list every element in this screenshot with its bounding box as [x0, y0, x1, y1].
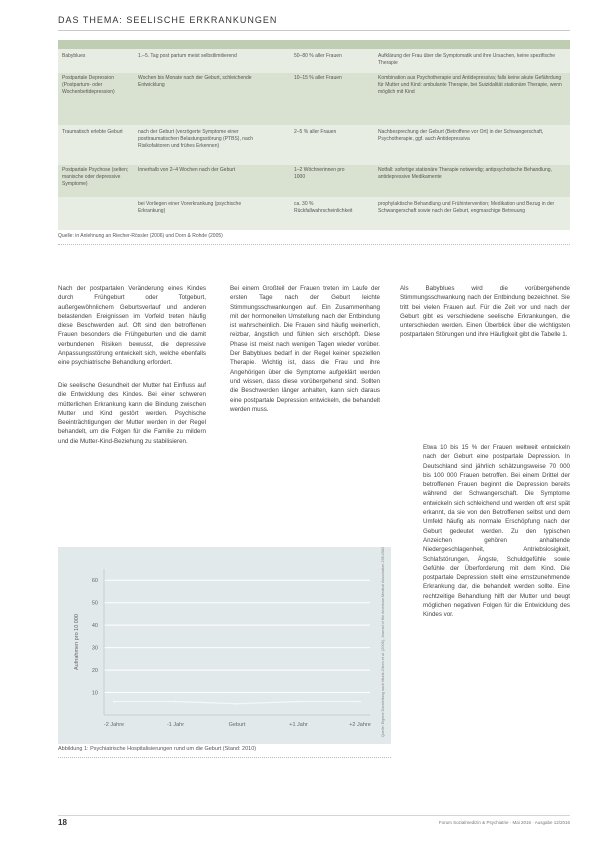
header-rule [58, 30, 570, 31]
x-tick-label: +1 Jahr [289, 722, 308, 728]
table-row [58, 165, 570, 197]
x-tick-label: +2 Jahre [349, 722, 371, 728]
y-tick-label: 50 [91, 600, 98, 607]
table-cell-frequency: 1–2 Wöchnerinnen pro 1000 [294, 167, 345, 180]
table-cell-therapy: Nachbesprechung der Geburt (Betroffene vor Ort) in der Schwangerschaft, Psychotherapie, ggf. auch Antidepressiva [378, 129, 544, 142]
table-row [58, 127, 570, 163]
table-cell-frequency: ca. 30 % Rückfallwahrscheinlichkeit [294, 201, 353, 214]
x-tick-label: -1 Jahr [166, 722, 185, 728]
data-point [359, 701, 361, 703]
table-cell-name: Traumatisch erlebte Geburt [62, 129, 123, 135]
table-cell-name: Postpartale Depression (Postpartum- oder Wochenbettdepression) [62, 75, 115, 95]
table-cell-symptoms: nach der Geburt (verzögerte Symptome einer posttraumatischen Belastungsstörung (PTBS), nach Risikofaktoren und frühes Erkennen) [138, 129, 254, 149]
table-row [58, 199, 570, 229]
journal-footer: Forum Sozialmedizin & Psychiatrie · Mai 2016 · Ausgabe 12/2016 [438, 820, 570, 825]
table-cell-frequency: 50–80 % aller Frauen [294, 53, 342, 59]
table-cell-therapy: prophylaktische Behandlung und Frühintervention; Medikation und Bezug in der Schwangerschaft sowie nach der Geburt, engmaschige Betreuung [378, 201, 555, 214]
footer-rule [58, 815, 570, 816]
table-divider [58, 244, 570, 245]
table-source: Quelle: in Anlehnung an Riecher-Rössler (2006) und Dorn & Rohde (2005) [58, 233, 223, 239]
table-cell-symptoms: Innerhalb von 2–4 Wochen nach der Geburt [138, 167, 236, 173]
table-cell-therapy: Kombination aus Psychotherapie und Antidepressiva; falls keine akute Gefährdung für Mutter und Kind: ambulante Therapie, bei Suizidalität stationäre Therapie, wenn möglich mit Kind [378, 75, 562, 95]
y-axis-label: Aufnahmen pro 10 000 [74, 614, 80, 670]
table-cell-name: Babyblues [62, 53, 86, 59]
section-title: DAS THEMA: SEELISCHE ERKRANKUNGEN [58, 15, 278, 25]
table-header-bar [58, 40, 570, 49]
data-point [113, 701, 115, 703]
body-paragraph: Die seelische Gesundheit der Mutter hat Einfluss auf die Entwicklung des Kindes. Bei einer schweren mütterlichen Erkrankung kann die Bindung zwischen Mutter und Kind gestört werden. Psychische Beeinträchtigungen der Mutter werden in der Regel behandelt, um die Folgen für die Familie zu mildern und die Mutter-Kind-Beziehung zu stabilisieren. [58, 382, 206, 445]
table-cell-name: Postpartale Psychose (selten; manische oder depressive Symptome) [62, 167, 129, 187]
body-paragraph: Als Babyblues wird die vorübergehende Stimmungsschwankung nach der Entbindung bezeichnet. Sie tritt bei vielen Frauen auf. Für die Zeit vor und nach der Geburt gibt es verschiedene seelische Erkrankungen, die unterschieden werden. Einen Überblick über die wichtigsten postpartalen Störungen und ihre Häufigkeit gibt die Tabelle 1. [400, 285, 570, 339]
table-cell-frequency: 2–5 % aller Frauen [294, 129, 337, 135]
table-cell-symptoms: 1.–5. Tag post partum meist selbstlimitierend [138, 53, 237, 59]
table-cell-therapy: Aufklärung der Frau über die Symptomatik und ihre Ursachen, keine spezifische Therapie [378, 53, 556, 66]
data-point [298, 701, 300, 703]
data-point [175, 701, 177, 703]
table-row [58, 51, 570, 71]
body-paragraph: Nach der postpartalen Veränderung eines Kindes durch Frühgeburt oder Totgeburt, außergewöhnlichem Geburtsverlauf und anderen belastenden Ereignissen im Vorfeld treten häufig diese Beschwerden auf. Oft sind den betroffenen Frauen besonders die Frühgeburten und die damit verbundenen Risiken bewusst, die depressive Anpassungsstörung entwickelt sich, welche ebenfalls eine psychiatrische Behandlung erfordert. [58, 285, 206, 367]
body-paragraph: Bei einem Großteil der Frauen treten im Laufe der ersten Tage nach der Geburt leichte Stimmungsschwankungen auf. Ein Zusammenhang mit der hormonellen Umstellung nach der Entbindung ist wahrscheinlich. Die Frauen sind häufig weinerlich, reizbar, ängstlich und fühlen sich erschöpft. Diese Phase ist meist nach wenigen Tagen wieder vorüber. Der Babyblues bedarf in der Regel keiner speziellen Therapie. Wichtig ist, dass die Frau und ihre Angehörigen über die Symptome aufgeklärt werden und wissen, dass diese vorübergehend sind. Sollten die Beschwerden länger anhalten, kann sich daraus eine postpartale Depression entwickeln, die behandelt werden muss. [230, 285, 380, 413]
chart-panel [58, 547, 391, 744]
x-tick-label: Geburt [228, 722, 246, 728]
data-point [236, 703, 238, 705]
table-row [58, 73, 570, 125]
table-cell-symptoms: bei Vorliegen einer Vorerkrankung (psychische Erkrankung) [138, 201, 242, 214]
y-tick-label: 40 [91, 623, 98, 630]
y-tick-label: 10 [91, 690, 98, 697]
table-cell-frequency: 10–15 % aller Frauen [294, 75, 342, 81]
y-tick-label: 30 [91, 645, 98, 652]
y-tick-label: 60 [91, 578, 98, 585]
hospitalization-chart [58, 547, 391, 744]
y-tick-label: 20 [91, 668, 98, 675]
page-number: 18 [58, 818, 67, 827]
table-cell-therapy: Notfall: sofortige stationäre Therapie notwendig; antipsychotische Behandlung, antidepressive Medikamente [378, 167, 552, 180]
x-tick-label: -2 Jahre [103, 722, 125, 728]
chart-source-text: Quelle: Eigene Darstellung nach Munk-Olsen et al. (2006), Journal of the American Medical Association 296:2582 [381, 547, 385, 738]
table-cell-symptoms: Wochen bis Monate nach der Geburt, schleichende Entwicklung [138, 75, 252, 88]
chart-caption: Abbildung 1: Psychiatrische Hospitalisierungen rund um die Geburt (Stand: 2010) [58, 746, 257, 752]
body-paragraph: Etwa 10 bis 15 % der Frauen weltweit entwickeln nach der Geburt eine postpartale Depression. In Deutschland sind jährlich schätzungsweise 70 000 bis 100 000 Frauen betroffen. Bei einem Drittel der betroffenen Frauen beginnt die Depression bereits während der Schwangerschaft. Die Symptome entwickeln sich schleichend und werden oft erst spät erkannt, da sie von den Betroffenen selbst und dem Umfeld häufig als normale Erschöpfung nach der Geburt gedeutet werden. Zu den typischen Anzeichen gehören anhaltende Niedergeschlagenheit, Antriebslosigkeit, Schlafstörungen, Ängste, Schuldgefühle sowie Gefühle der Überforderung mit dem Kind. Die postpartale Depression stellt eine ernstzunehmende Erkrankung dar, die behandelt werden sollte. Eine rechtzeitige Behandlung hilft der Mutter und beugt möglichen negativen Folgen für die Entwicklung des Kindes vor. [423, 444, 570, 619]
disorder-table [58, 40, 570, 230]
chart-divider [58, 757, 391, 758]
